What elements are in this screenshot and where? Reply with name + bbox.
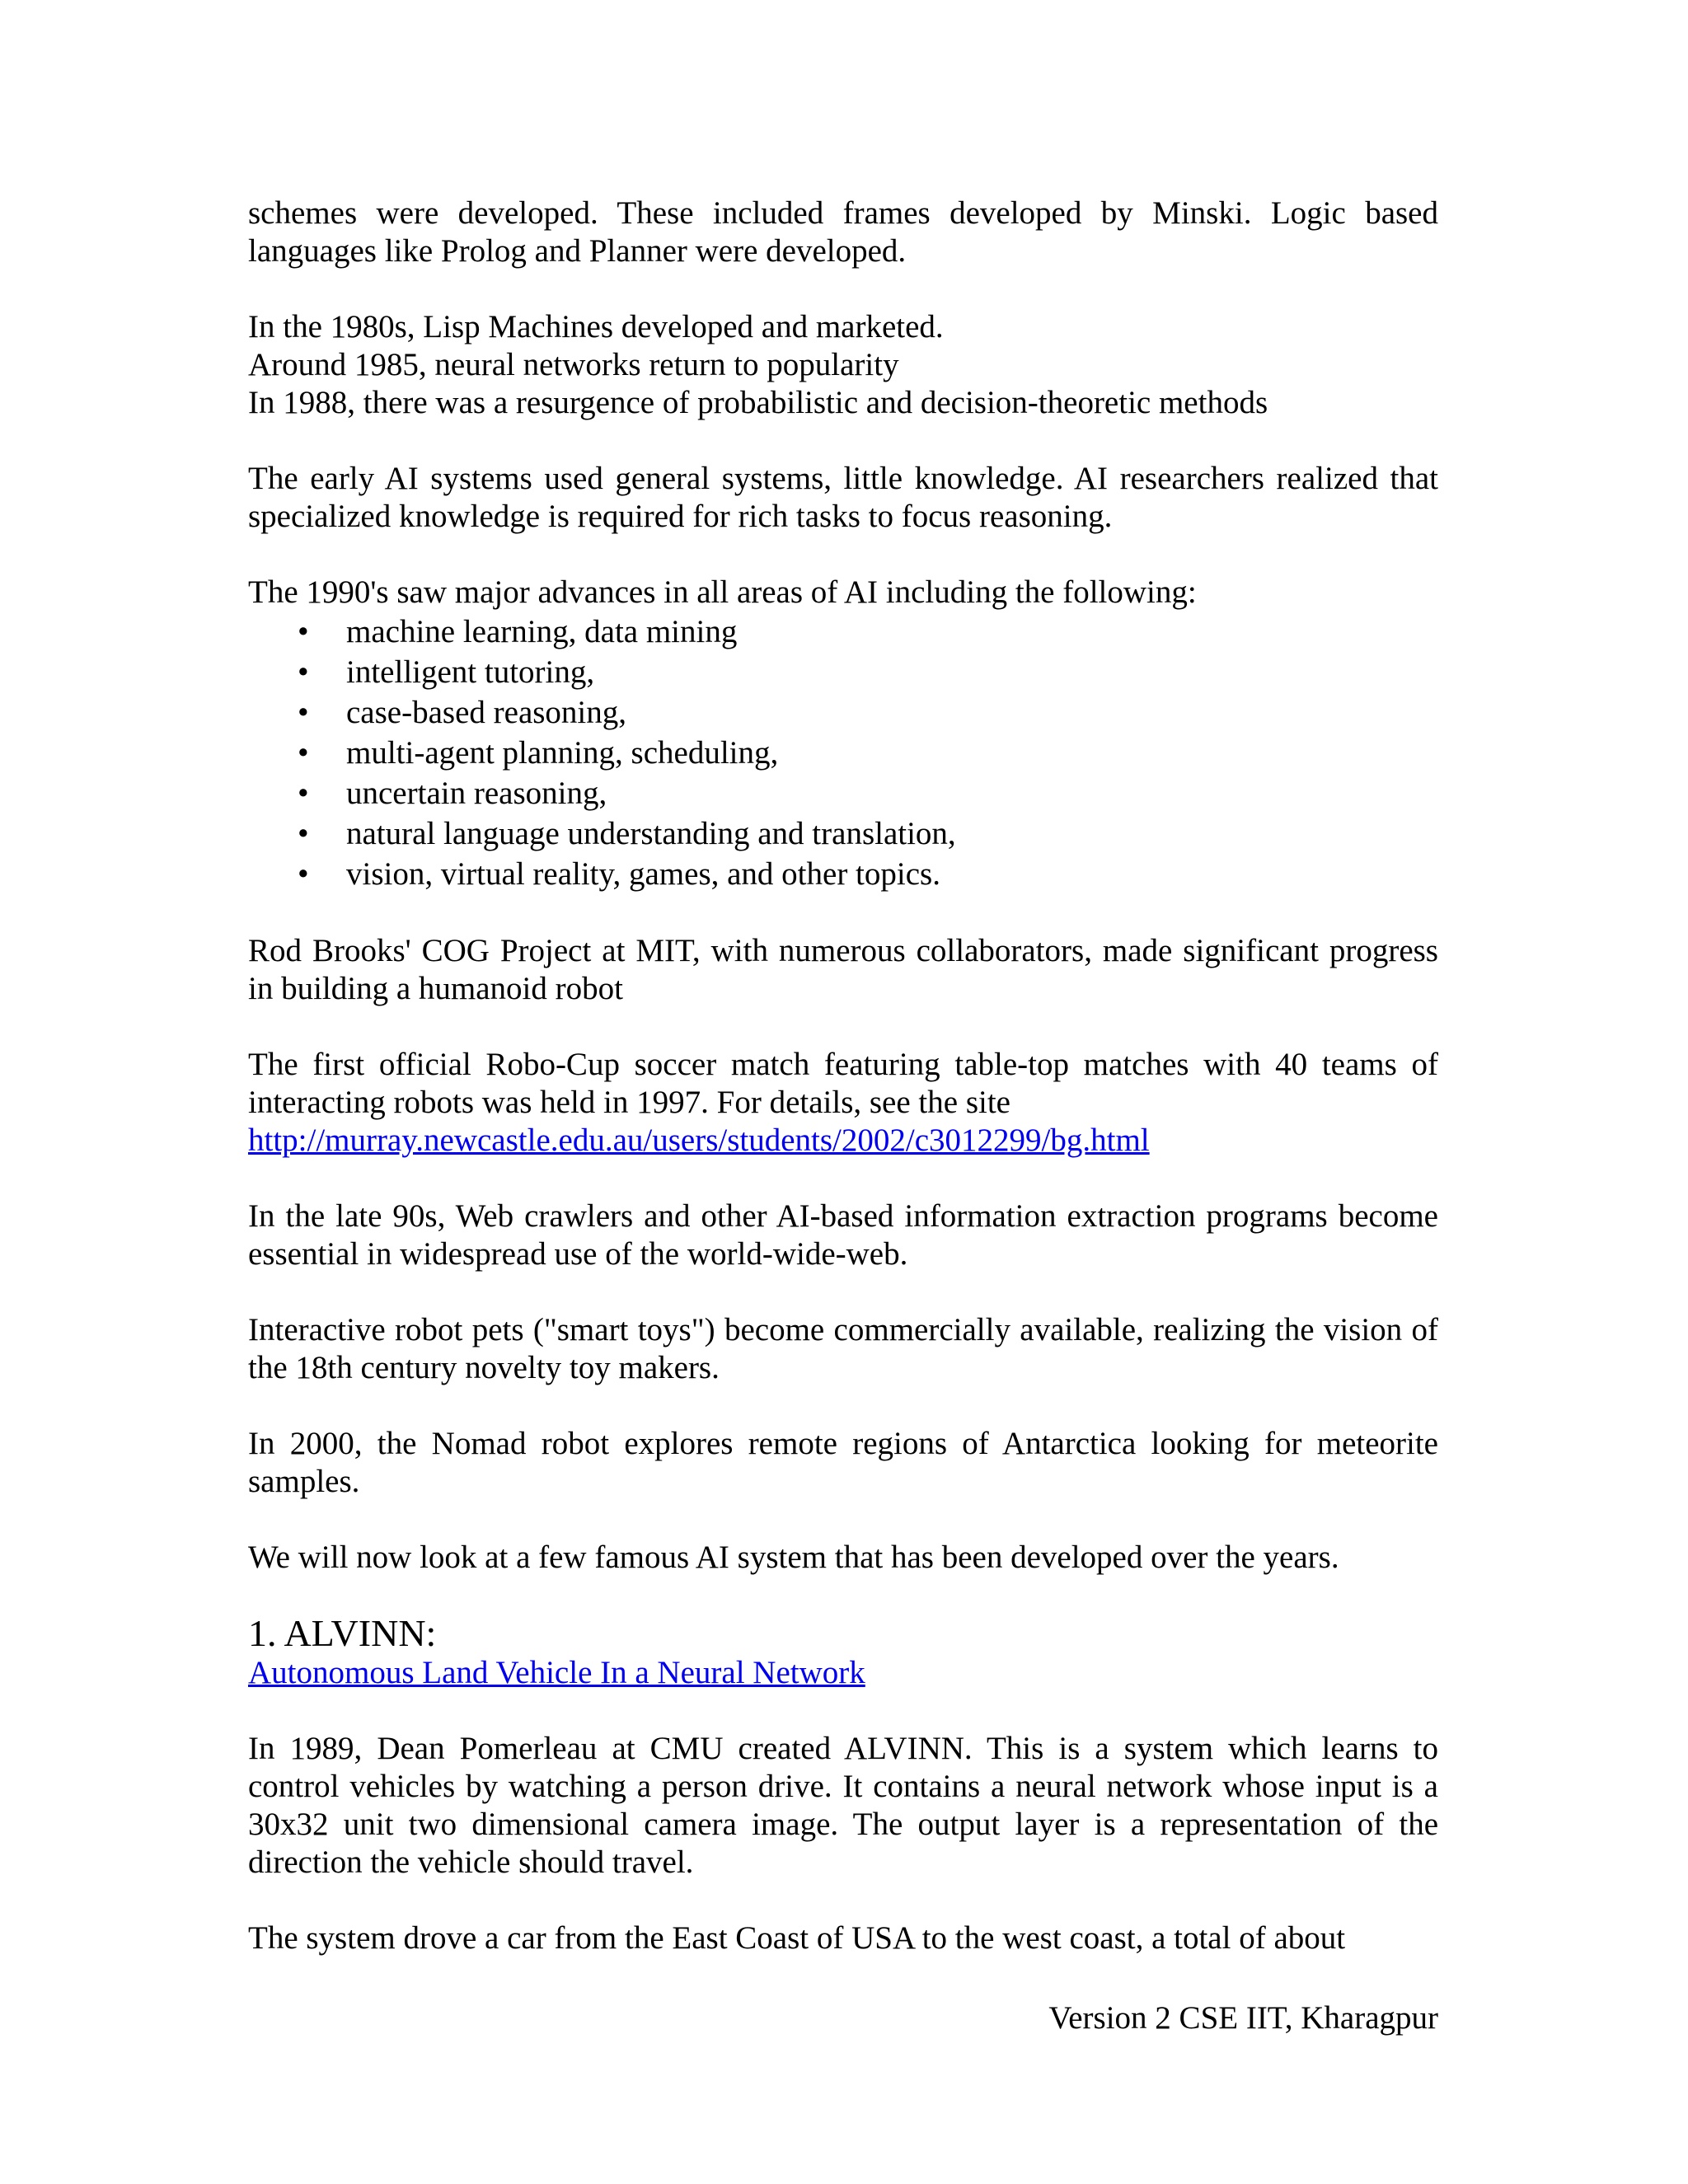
paragraph-robocup xyxy=(248,1046,1438,1160)
paragraph-robot-pets: Interactive robot pets ("smart toys") become commercially available, realizing the vision of the 18th century novelty toy makers. xyxy=(248,1312,1438,1385)
paragraph-1980s xyxy=(248,308,1438,422)
list-item xyxy=(248,813,1438,854)
paragraph-cog-project: Rod Brooks' COG Project at MIT, with numerous collaborators, made significant progress in building a humanoid robot xyxy=(248,933,1438,1006)
list-item xyxy=(248,652,1438,692)
list-item xyxy=(248,854,1438,894)
list-item xyxy=(248,612,1438,652)
paragraph-early-ai: The early AI systems used general systems, little knowledge. AI researchers realized that specialized knowledge is required for rich tasks to focus reasoning. xyxy=(248,461,1438,534)
list-item xyxy=(248,773,1438,813)
alvinn-subtitle-link[interactable]: Autonomous Land Vehicle In a Neural Network xyxy=(248,1655,865,1690)
bullet-icon: • xyxy=(298,735,309,771)
page-body xyxy=(248,194,1438,1957)
paragraph-web-crawlers: In the late 90s, Web crawlers and other AI-based information extraction programs become essential in widespread use of the world-wide-web. xyxy=(248,1198,1438,1272)
paragraph-famous-systems: We will now look at a few famous AI system that has been developed over the years. xyxy=(248,1540,1339,1575)
paragraph-alvinn-drive: The system drove a car from the East Coast of USA to the west coast, a total of about xyxy=(248,1920,1346,1956)
list-item-text: natural language understanding and translation, xyxy=(346,816,956,851)
paragraph-alvinn-description: In 1989, Dean Pomerleau at CMU created ALVINN. This is a system which learns to control vehicles by watching a person drive. It contains a neural network whose input is a 30x32 unit two dimensional camera image. The output layer is a representation of the direction the vehicle should travel. xyxy=(248,1731,1438,1880)
bullet-icon: • xyxy=(298,856,309,892)
bullet-icon: • xyxy=(298,695,309,730)
bullet-icon: • xyxy=(298,816,309,851)
list-item-text: case-based reasoning, xyxy=(346,695,627,730)
paragraph-knowledge-schemes: schemes were developed. These included frames developed by Minski. Logic based languages like Prolog and Planner were developed. xyxy=(248,195,1438,269)
advances-list xyxy=(248,612,1438,894)
robocup-link[interactable]: http://murray.newcastle.edu.au/users/students/2002/c3012299/bg.html xyxy=(248,1122,1150,1158)
list-item-text: machine learning, data mining xyxy=(346,614,738,649)
list-item xyxy=(248,733,1438,773)
bullet-icon: • xyxy=(298,776,309,811)
list-item-text: vision, virtual reality, games, and other topics. xyxy=(346,856,940,892)
paragraph-nomad-robot: In 2000, the Nomad robot explores remote regions of Antarctica looking for meteorite samples. xyxy=(248,1426,1438,1499)
bullet-icon: • xyxy=(298,614,309,649)
line-neural-networks: Around 1985, neural networks return to popularity xyxy=(248,347,899,382)
list-item xyxy=(248,692,1438,733)
robocup-text: The first official Robo-Cup soccer match featuring table-top matches with 40 teams of interacting robots was held in 1997. For details, see the site xyxy=(248,1047,1438,1120)
list-item-text: intelligent tutoring, xyxy=(346,654,595,690)
line-probabilistic: In 1988, there was a resurgence of probabilistic and decision-theoretic methods xyxy=(248,385,1268,420)
list-item-text: uncertain reasoning, xyxy=(346,776,607,811)
bullet-icon: • xyxy=(298,654,309,690)
list-item-text: multi-agent planning, scheduling, xyxy=(346,735,779,771)
page-footer: Version 2 CSE IIT, Kharagpur xyxy=(1048,2000,1438,2036)
paragraph-1990s-intro: The 1990's saw major advances in all areas of AI including the following: xyxy=(248,574,1197,610)
section-heading-alvinn: 1. ALVINN: xyxy=(248,1612,437,1654)
line-lisp-machines: In the 1980s, Lisp Machines developed and marketed. xyxy=(248,309,944,344)
